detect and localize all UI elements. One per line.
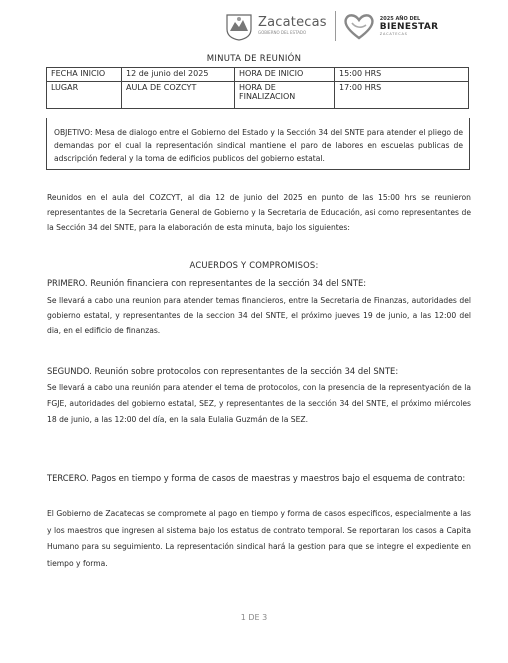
lugar-label: LUGAR: [47, 82, 122, 109]
zacatecas-crest-icon: [224, 11, 254, 41]
intro-paragraph: Reunidos en el aula del COZCYT, al dia 12 de junio del 2025 en punto de las 15:00 hrs se reunieron representantes de la Secretaria General de Gobierno y la Secretaria de Educación, asi como representantes de la Sección 34 del SNTE, para la elaboración de esta minuta, bajo los siguientes:: [47, 193, 471, 232]
document-title: MINUTA DE REUNIÓN: [206, 54, 302, 64]
state-sub: GOBIERNO DEL ESTADO: [258, 30, 307, 35]
objetivo-box: OBJETIVO: Mesa de dialogo entre el Gobierno del Estado y la Sección 34 del SNTE para atender el pliego de demandas por el cual la representación sindical mantiene el paro de labores en escuelas publicas de adscripción federal y la toma de edificios publicos del gobierno estatal.: [46, 118, 470, 170]
bienestar-line-1: 2025 AÑO DEL: [379, 15, 421, 22]
hora-fin-value: 17:00 HRS: [335, 82, 469, 109]
tercero-body: El Gobierno de Zacatecas se compromete al pago en tiempo y forma de casos especificos, especialmente a las y los maestros que ingresen al sistema bajo los estatus de contrato temporal. Se reportaran los casos a Capita Humano para su seguimiento. La representación sindical hará la gestion para que se integre el expediente en tiempo y forma.: [47, 509, 471, 568]
segundo-body: Se llevará a cabo una reunión para atender el tema de protocolos, con la presencia de la representyación de la FGJE, autoridades del gobierno estatal, SEZ, y representantes de la sección 34 del SNTE, el próximo miércoles 18 de junio, a las 12:00 del día, en la sala Eulalia Guzmán de la SEZ.: [47, 383, 471, 424]
tercero-heading: TERCERO. Pagos en tiempo y forma de casos de maestras y maestros bajo el esquema de contrato:: [47, 473, 466, 483]
zacatecas-wordmark: [258, 16, 327, 36]
bienestar-line-2: BIENESTAR: [379, 21, 439, 32]
logo-divider: [335, 11, 336, 41]
state-name: Zacatecas: [258, 15, 327, 30]
hora-fin-label: HORA DE FINALIZACION: [235, 82, 335, 109]
table-row: [47, 82, 469, 109]
acuerdos-heading: ACUERDOS Y COMPROMISOS:: [189, 260, 319, 270]
hora-inicio-label: HORA DE INICIO: [235, 68, 335, 82]
primero-body: Se llevará a cabo una reunion para atender temas financieros, entre la Secretaria de Finanzas, autoridades del gobierno estatal, y representantes de la seccion 34 del SNTE, el próximo jueves 19 de junio, a las 12:00 del dia, en el edificio de finanzas.: [47, 296, 471, 335]
page-number: 1 DE 3: [240, 613, 268, 622]
fecha-label: FECHA INICIO: [47, 68, 122, 82]
info-table: [46, 67, 469, 109]
table-row: [47, 68, 469, 82]
header-logos: [224, 6, 438, 46]
bienestar-heart-icon: [342, 11, 376, 41]
bienestar-wordmark: [380, 16, 439, 37]
primero-heading: PRIMERO. Reunión financiera con representantes de la sección 34 del SNTE:: [47, 278, 367, 288]
lugar-value: AULA DE COZCYT: [122, 82, 235, 109]
bienestar-line-3: ZACATECAS: [379, 31, 408, 36]
segundo-heading: SEGUNDO. Reunión sobre protocolos con representantes de la sección 34 del SNTE:: [47, 366, 399, 376]
fecha-value: 12 de junio del 2025: [122, 68, 235, 82]
hora-inicio-value: 15:00 HRS: [335, 68, 469, 82]
